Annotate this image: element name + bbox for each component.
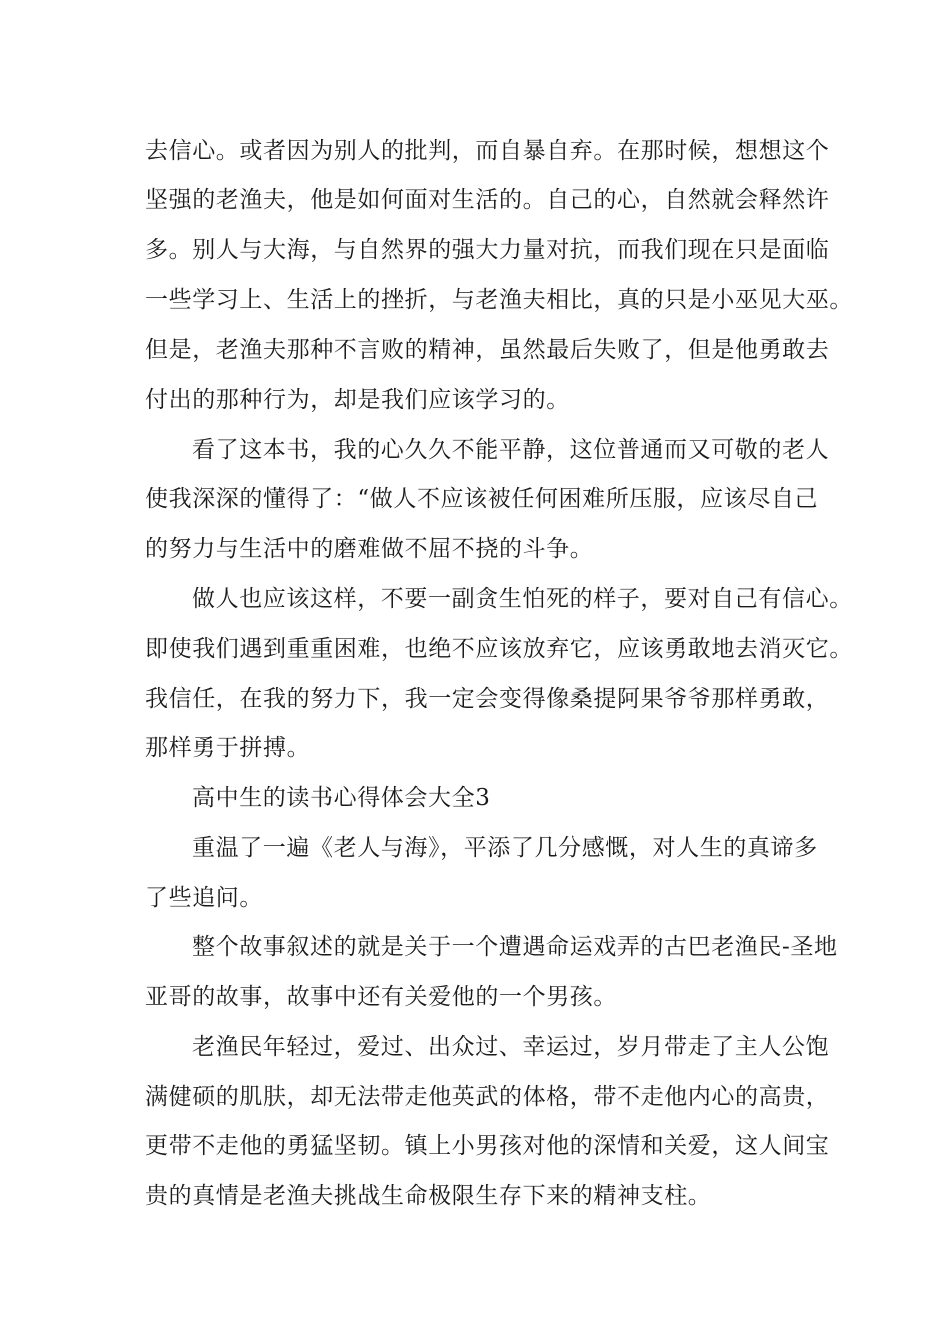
text-line: 一些学习上、生活上的挫折，与老渔夫相比，真的只是小巫见大巫。 [145, 287, 853, 313]
text-line: 整个故事叙述的就是关于一个遭遇命运戏弄的古巴老渔民-圣地 [192, 934, 838, 960]
text-line: 重温了一遍《老人与海》，平添了几分感慨，对人生的真谛多 [192, 835, 818, 861]
text-line: 多。别人与大海，与自然界的强大力量对抗，而我们现在只是面临 [145, 237, 830, 263]
section-heading: 高中生的读书心得体会大全3 [192, 785, 491, 811]
text-line: 满健硕的肌肤，却无法带走他英武的体格，带不走他内心的高贵， [145, 1084, 830, 1110]
text-line: 做人也应该这样，不要一副贪生怕死的样子，要对自己有信心。 [192, 586, 853, 612]
text-line: 坚强的老渔夫，他是如何面对生活的。自己的心，自然就会释然许 [145, 187, 830, 213]
text-line: 去信心。或者因为别人的批判，而自暴自弃。在那时候，想想这个 [145, 138, 830, 164]
text-line: 但是，老渔夫那种不言败的精神，虽然最后失败了，但是他勇敢去 [145, 337, 830, 363]
text-line: 使我深深的懂得了：“做人不应该被任何困难所压服，应该尽自己 [145, 486, 819, 512]
text-line: 老渔民年轻过，爱过、出众过、幸运过，岁月带走了主人公饱 [192, 1034, 830, 1060]
text-line: 的努力与生活中的磨难做不屈不挠的斗争。 [145, 536, 594, 562]
text-line: 更带不走他的勇猛坚韧。镇上小男孩对他的深情和关爱，这人间宝 [145, 1133, 830, 1159]
text-line: 亚哥的故事，故事中还有关爱他的一个男孩。 [145, 984, 617, 1010]
text-line: 那样勇于拼搏。 [145, 735, 311, 761]
text-line: 贵的真情是老渔夫挑战生命极限生存下来的精神支柱。 [145, 1183, 712, 1209]
text-line: 了些追问。 [145, 885, 263, 911]
text-line: 付出的那种行为，却是我们应该学习的。 [145, 387, 570, 413]
text-line: 看了这本书，我的心久久不能平静，这位普通而又可敬的老人 [192, 437, 830, 463]
text-line: 我信任，在我的努力下，我一定会变得像桑提阿果爷爷那样勇敢， [145, 686, 830, 712]
text-line: 即使我们遇到重重困难，也绝不应该放弃它，应该勇敢地去消灭它。 [145, 636, 853, 662]
